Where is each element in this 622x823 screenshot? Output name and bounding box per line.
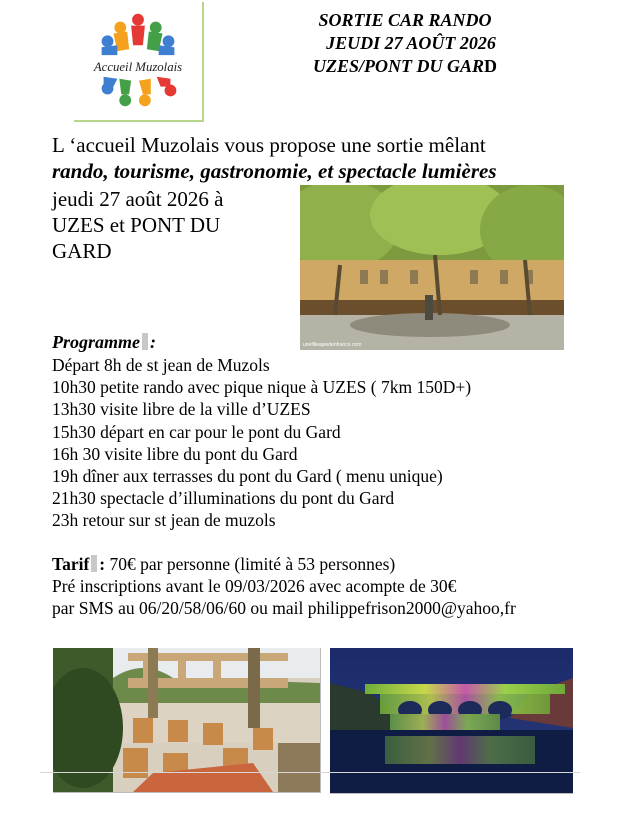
contact-line: par SMS au 06/20/58/06/60 ou mail philippefrison2000@yahoo,fr xyxy=(52,598,516,619)
programme-item: 21h30 spectacle d’illuminations du pont du Gard xyxy=(52,488,395,509)
event-title-line-3-text: UZES/PONT DU GAR xyxy=(312,56,484,76)
text-cursor-mark xyxy=(91,555,97,572)
tarif-price: 70€ par personne (limité à 53 personnes) xyxy=(105,554,396,574)
logo-text: Accueil Muzolais xyxy=(93,59,183,74)
logo-people-top xyxy=(102,14,175,55)
uzes-square-photo xyxy=(300,185,564,350)
logo-people-circle-icon xyxy=(74,2,202,120)
tarif-colon: : xyxy=(99,554,106,574)
event-title-line-1: SORTIE CAR RANDO xyxy=(318,10,492,30)
programme-item: 10h30 petite rando avec pique nique à UZES ( 7km 150D+) xyxy=(52,377,472,398)
preinscription-line: Pré inscriptions avant le 09/03/2026 avec acompte de 30€ xyxy=(52,576,457,597)
photo-watermark: unefilleapiedenfrance.com xyxy=(303,342,362,348)
tarif-label: Tarif xyxy=(52,554,90,574)
tarif-line xyxy=(52,553,516,575)
programme-item: 23h retour sur st jean de muzols xyxy=(52,510,276,531)
programme-item: 13h30 visite libre de la ville d’UZES xyxy=(52,399,311,420)
page-divider xyxy=(40,772,580,773)
programme-item: Départ 8h de st jean de Muzols xyxy=(52,355,270,375)
event-title-line-3-last-letter: D xyxy=(484,56,497,76)
text-cursor-mark xyxy=(142,333,148,350)
intro-activities: rando, tourisme, gastronomie, et spectacle lumières xyxy=(52,159,497,183)
programme-heading xyxy=(52,331,156,353)
intro-date-line: jeudi 27 août 2026 à xyxy=(52,187,224,211)
programme-item: 19h dîner aux terrasses du pont du Gard ( menu unique) xyxy=(52,466,443,487)
programme-heading-colon: : xyxy=(150,332,156,352)
programme-list xyxy=(52,354,471,532)
event-title-line-2: JEUDI 27 AOÛT 2026 xyxy=(326,33,496,53)
accueil-muzolais-logo xyxy=(74,2,204,122)
logo-people-bottom xyxy=(102,77,177,107)
event-title-line-3 xyxy=(290,55,520,78)
intro-place-line: GARD xyxy=(52,239,112,263)
programme-item: 16h 30 visite libre du pont du Gard xyxy=(52,443,298,464)
programme-heading-text: Programme xyxy=(52,332,140,352)
tarif-section xyxy=(52,553,516,620)
intro-date-place xyxy=(52,186,292,264)
programme-item: 15h30 départ en car pour le pont du Gard xyxy=(52,421,341,442)
intro-place-line: UZES et PONT DU xyxy=(52,213,221,237)
intro-line-1: L ‘accueil Muzolais vous propose une sortie mêlant xyxy=(52,133,486,157)
event-title xyxy=(290,9,520,78)
